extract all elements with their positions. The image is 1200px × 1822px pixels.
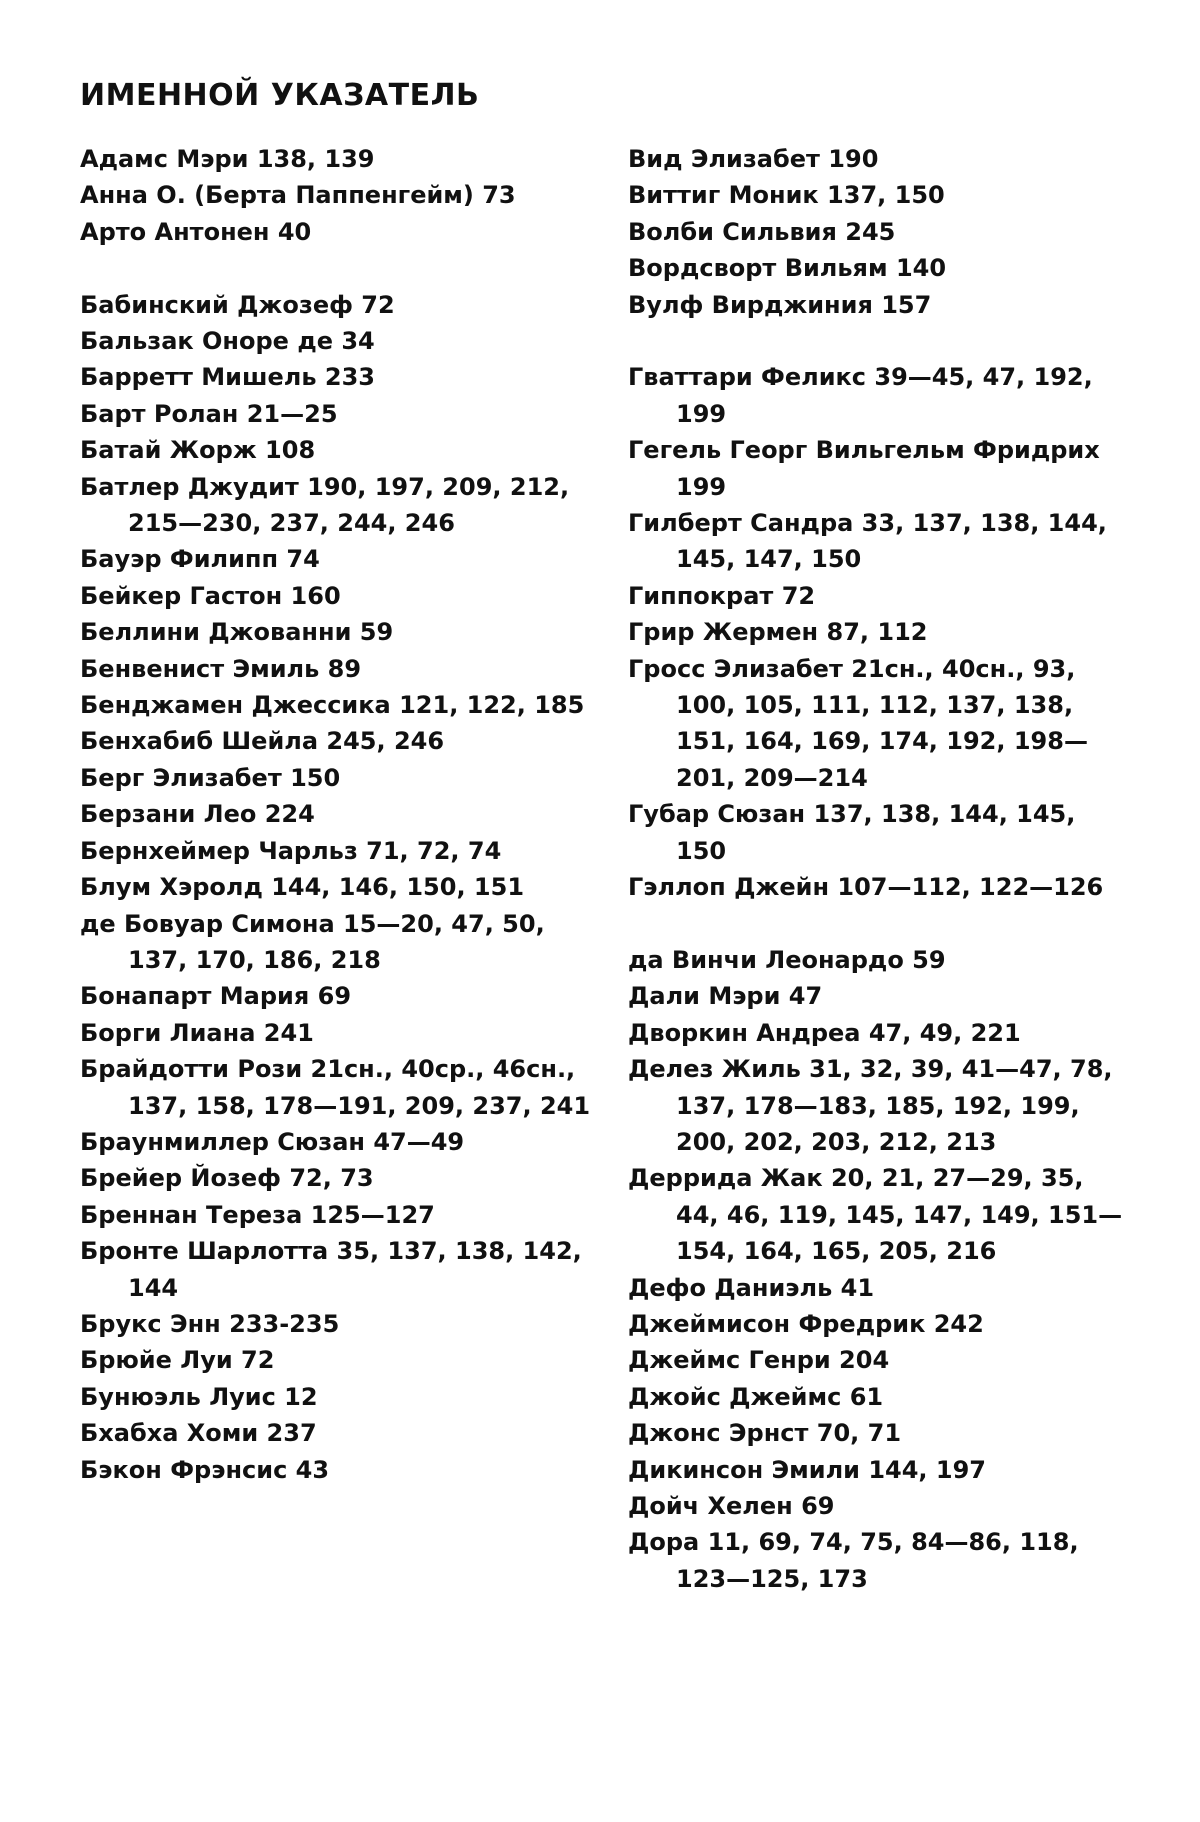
page-title: ИМЕННОЙ УКАЗАТЕЛЬ — [80, 78, 480, 113]
index-entry: Брукс Энн 233-235 — [80, 1309, 340, 1338]
index-entry: Бернхеймер Чарльз 71, 72, 74 — [80, 836, 502, 865]
index-entry: Вордсворт Вильям 140 — [628, 254, 947, 283]
index-entry: Джонс Эрнст 70, 71 — [628, 1419, 902, 1448]
index-entry: Брайдотти Рози 21сн., 40ср., 46сн., 137, 158, 178—191, 209, 237, 241 — [80, 1055, 591, 1120]
index-entry: Бхабха Хоми 237 — [80, 1419, 317, 1448]
index-entry: Джеймс Генри 204 — [628, 1346, 890, 1375]
index-entry: Дворкин Андреа 47, 49, 221 — [628, 1018, 1021, 1047]
index-entry: Бейкер Гастон 160 — [80, 581, 341, 610]
index-entry: Батай Жорж 108 — [80, 436, 316, 465]
index-entry: Волби Сильвия 245 — [628, 217, 896, 246]
index-entry: Бреннан Тереза 125—127 — [80, 1200, 435, 1229]
index-entry: Гилберт Сандра 33, 137, 138, 144, 145, 147, 150 — [628, 509, 1107, 574]
index-entry: Гиппократ 72 — [628, 581, 816, 610]
index-entry: Гэллоп Джейн 107—112, 122—126 — [628, 873, 1104, 902]
index-entry: Дали Мэри 47 — [628, 982, 823, 1011]
index-entry: Вид Элизабет 190 — [628, 145, 879, 173]
index-entry: Дойч Хелен 69 — [628, 1492, 835, 1520]
index-entry: Деррида Жак 20, 21, 27—29, 35, 44, 46, 119, 145, 147, 149, 151—154, 164, 165, 205, 216 — [628, 1164, 1123, 1266]
index-entry: Вулф Вирджиния 157 — [628, 290, 932, 319]
letter-group-gap — [628, 323, 1128, 359]
index-entry: Бальзак Оноре де 34 — [80, 327, 375, 356]
index-entry: Дикинсон Эмили 144, 197 — [628, 1455, 986, 1484]
index-entry: Батлер Джудит 190, 197, 209, 212, 215—230, 237, 244, 246 — [80, 472, 570, 538]
index-entry: да Винчи Леонардо 59 — [628, 945, 946, 974]
index-entry: Бенхабиб Шейла 245, 246 — [80, 727, 445, 756]
index-column-right — [628, 141, 1128, 1597]
index-entry: Дора 11, 69, 74, 75, 84—86, 118, 123—125, 173 — [628, 1528, 1079, 1593]
index-entry: Берзани Лео 224 — [80, 800, 315, 829]
index-entry: Бенджамен Джессика 121, 122, 185 — [80, 691, 585, 720]
index-entry: Анна О. (Берта Паппенгейм) 73 — [80, 181, 516, 210]
index-entry: Грир Жермен 87, 112 — [628, 618, 928, 647]
index-entry: Барретт Мишель 233 — [80, 363, 375, 392]
index-entry: де Бовуар Симона 15—20, 47, 50, 137, 170, 186, 218 — [80, 909, 545, 974]
index-entry: Бунюэль Луис 12 — [80, 1382, 318, 1411]
index-entry: Виттиг Моник 137, 150 — [628, 181, 945, 210]
index-entry: Дефо Даниэль 41 — [628, 1273, 875, 1302]
letter-group-gap — [80, 250, 595, 286]
index-entry: Арто Антонен 40 — [80, 217, 312, 246]
index-entry: Гваттари Феликс 39—45, 47, 192, 199 — [628, 363, 1093, 428]
index-entry: Делез Жиль 31, 32, 39, 41—47, 78, 137, 178—183, 185, 192, 199, 200, 202, 203, 212, 213 — [628, 1055, 1113, 1156]
index-entry: Гегель Георг Вильгельм Фридрих 199 — [628, 436, 1100, 501]
index-entry: Джеймисон Фредрик 242 — [628, 1309, 984, 1338]
index-entry: Берг Элизабет 150 — [80, 763, 341, 792]
index-entry: Бабинский Джозеф 72 — [80, 290, 395, 319]
letter-group-gap — [628, 906, 1128, 942]
index-entry: Бауэр Филипп 74 — [80, 545, 320, 574]
index-entry: Браунмиллер Сюзан 47—49 — [80, 1127, 465, 1156]
index-entry: Губар Сюзан 137, 138, 144, 145, 150 — [628, 800, 1076, 865]
index-entry: Джойс Джеймс 61 — [628, 1382, 884, 1411]
index-entry: Барт Ролан 21—25 — [80, 399, 338, 428]
index-entry: Бонапарт Мария 69 — [80, 982, 352, 1011]
index-entry: Адамс Мэри 138, 139 — [80, 145, 375, 173]
index-entry: Бронте Шарлотта 35, 137, 138, 142, 144 — [80, 1237, 582, 1302]
index-entry: Брейер Йозеф 72, 73 — [80, 1164, 374, 1193]
index-column-left — [80, 141, 595, 1488]
index-entry: Бенвенист Эмиль 89 — [80, 654, 362, 683]
index-entry: Бэкон Фрэнсис 43 — [80, 1455, 330, 1484]
index-entry: Борги Лиана 241 — [80, 1018, 314, 1047]
index-entry: Беллини Джованни 59 — [80, 618, 394, 647]
index-entry: Блум Хэролд 144, 146, 150, 151 — [80, 873, 525, 902]
index-entry: Гросс Элизабет 21сн., 40сн., 93, 100, 105, 111, 112, 137, 138, 151, 164, 169, 174, 192, 198—201, 209—214 — [628, 654, 1088, 792]
index-entry: Брюйе Луи 72 — [80, 1346, 275, 1375]
